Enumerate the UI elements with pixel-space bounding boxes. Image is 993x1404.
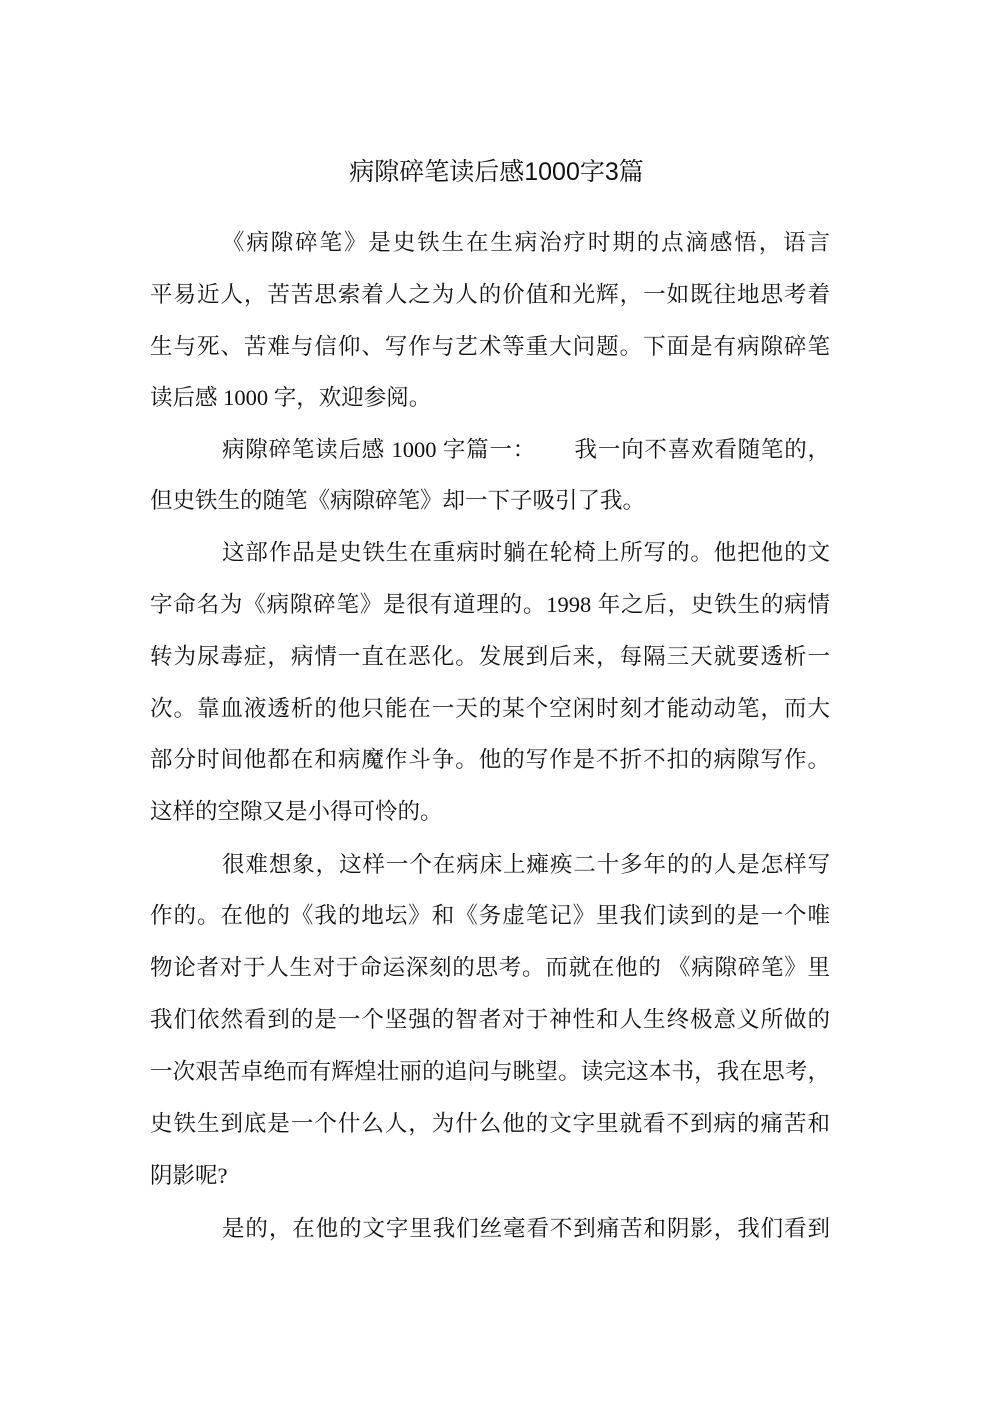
- paragraph-1-line-3: 生与死、苦难与信仰、写作与艺术等重大问题。下面是有病隙碎笔: [150, 334, 830, 359]
- paragraph-4-line-5: 一次艰苦卓绝而有辉煌壮丽的追问与眺望。读完这本书，我在思考，: [150, 1059, 830, 1084]
- paragraph-4-line-2: 作的。在他的《我的地坛》和《务虚笔记》里我们读到的是一个唯: [150, 903, 830, 928]
- paragraph-3-line-2: 字命名为《病隙碎笔》是很有道理的。1998 年之后，史铁生的病情: [150, 592, 830, 617]
- paragraph-4-line-7: 阴影呢?: [150, 1163, 228, 1188]
- paragraph-4-line-3: 物论者对于人生对于命运深刻的思考。而就在他的 《病隙碎笔》里: [150, 955, 830, 980]
- paragraph-4-line-6: 史铁生到底是一个什么人，为什么他的文字里就看不到病的痛苦和: [150, 1111, 830, 1136]
- document-title: 病隙碎笔读后感1000字3篇: [349, 158, 644, 186]
- paragraph-5-line-1: 是的，在他的文字里我们丝毫看不到痛苦和阴影，我们看到: [222, 1216, 830, 1241]
- paragraph-2-line-2: 但史铁生的随笔《病隙碎笔》却一下子吸引了我。: [150, 488, 646, 513]
- paragraph-1-line-2: 平易近人，苦苦思索着人之为人的价值和光辉，一如既往地思考着: [150, 282, 830, 307]
- paragraph-3-line-1: 这部作品是史铁生在重病时躺在轮椅上所写的。他把他的文: [222, 540, 830, 565]
- paragraph-4-line-1: 很难想象，这样一个在病床上瘫痪二十多年的的人是怎样写: [222, 852, 830, 877]
- paragraph-3-line-3: 转为尿毒症，病情一直在恶化。发展到后来，每隔三天就要透析一: [150, 644, 830, 669]
- paragraph-1-line-4: 读后感 1000 字，欢迎参阅。: [150, 385, 432, 410]
- paragraph-2-line-1: 病隙碎笔读后感 1000 字篇一： 我一向不喜欢看随笔的，: [222, 437, 830, 462]
- paragraph-3-line-6: 这样的空隙又是小得可怜的。: [150, 799, 443, 824]
- paragraph-3-line-5: 部分时间他都在和病魔作斗争。他的写作是不折不扣的病隙写作。: [150, 747, 830, 772]
- paragraph-3-line-4: 次。靠血液透析的他只能在一天的某个空闲时刻才能动动笔，而大: [150, 696, 830, 721]
- paragraph-4-line-4: 我们依然看到的是一个坚强的智者对于神性和人生终极意义所做的: [150, 1007, 830, 1032]
- paragraph-1-line-1: 《病隙碎笔》是史铁生在生病治疗时期的点滴感悟，语言: [222, 230, 830, 255]
